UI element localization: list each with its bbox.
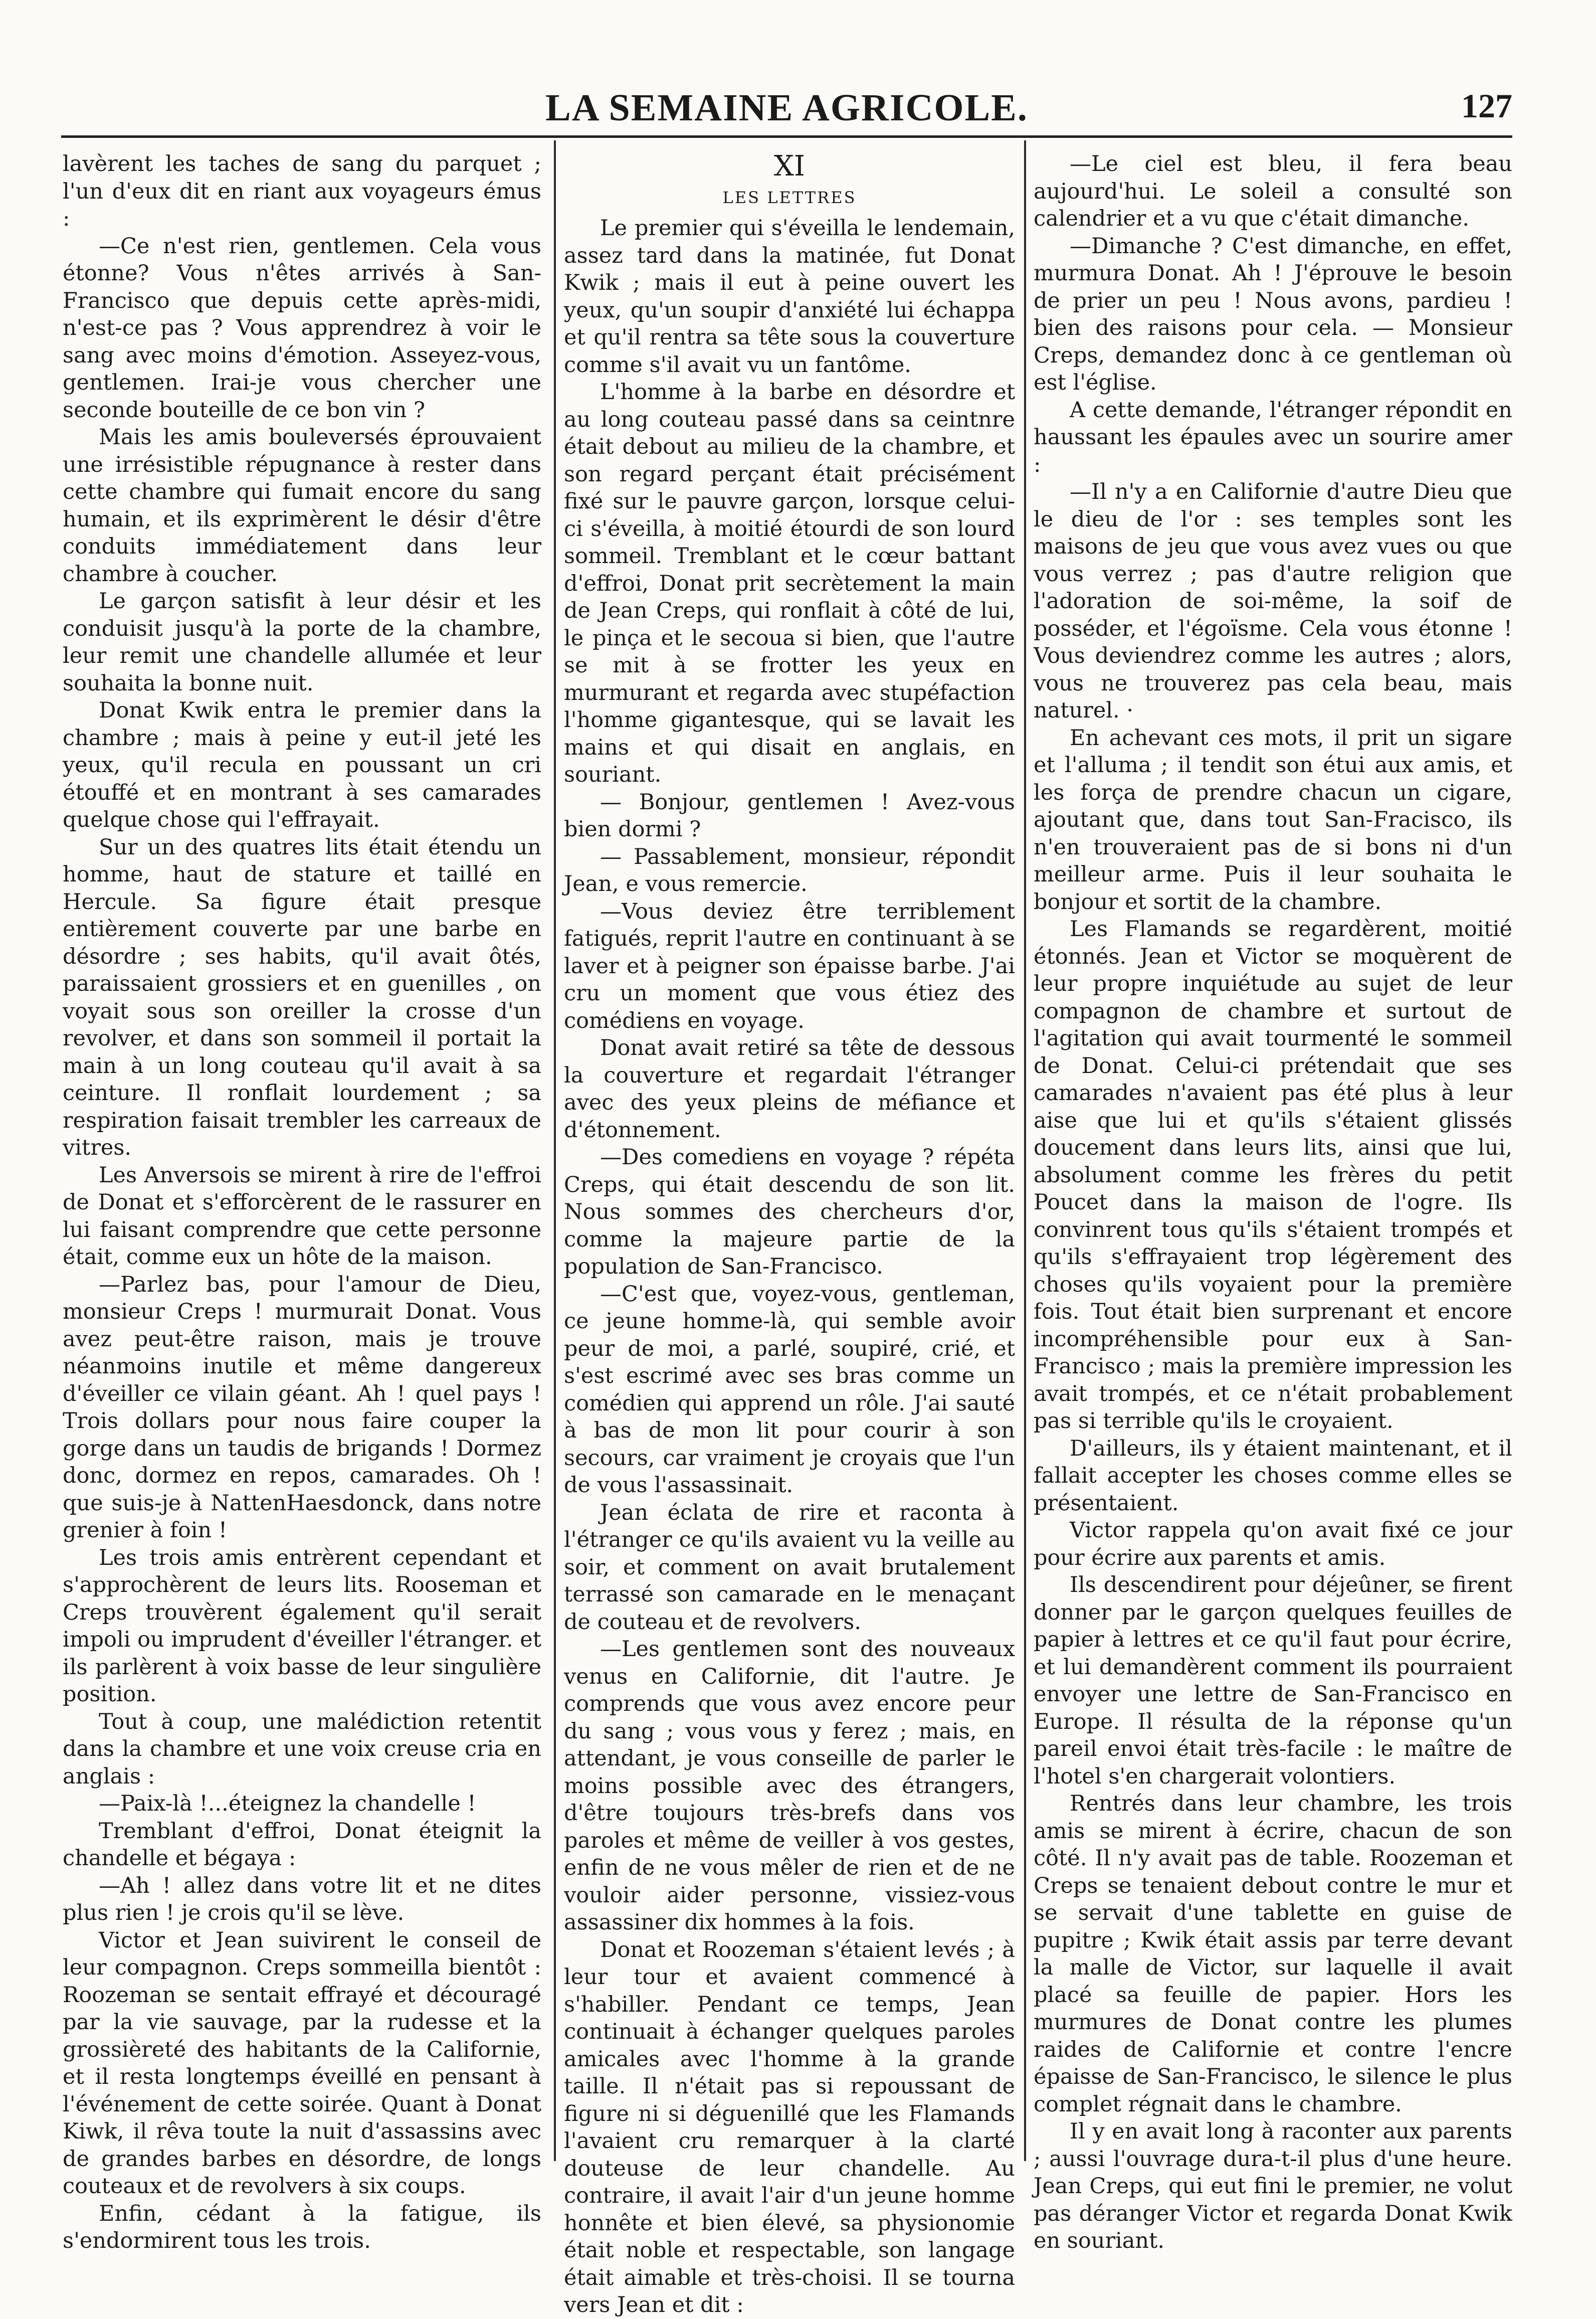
paragraph: lavèrent les taches de sang du parquet ; l'un d'eux dit en riant aux voyageurs émus : <box>63 151 541 231</box>
running-head <box>61 86 1512 131</box>
paragraph: —Dimanche ? C'est dimanche, en effet, murmura Donat. Ah ! J'éprouve le besoin de prier un peu ! Nous avons, pardieu ! bien des raisons pour cela. — Monsieur Creps, demandez donc à ce gentleman où est l'église. <box>1034 233 1512 395</box>
paragraph: —Le ciel est bleu, il fera beau aujourd'hui. Le soleil a consulté son calendrier et a vu que c'était dimanche. <box>1034 151 1512 231</box>
column-divider-right <box>1024 140 1026 2161</box>
paragraph: —C'est que, voyez-vous, gentleman, ce jeune homme-là, qui semble avoir peur de moi, a parlé, soupiré, crié, et s'est escrimé avec ses bras comme un comédien qui apprend un rôle. J'ai sauté à bas de mon lit pour courir à son secours, car vraiment je croyais que l'un de vous l'assassinait. <box>564 1281 1015 1498</box>
paragraph: A cette demande, l'étranger répondit en haussant les épaules avec un sourire amer : <box>1034 397 1512 477</box>
paragraph: Il y en avait long à raconter aux parents ; aussi l'ouvrage dura-t-il plus d'une heure. Jean Creps, qui eut fini le premier, ne volut pas déranger Victor et regarda Donat Kwik en souriant. <box>1034 2119 1512 2253</box>
paragraph: Mais les amis bouleversés éprouvaient une irrésistible répugnance à rester dans cette chambre qui fumait encore du sang humain, et ils exprimèrent le désir d'être conduits immédiatement dans leur chambre à coucher. <box>63 425 541 587</box>
paragraph: Enfin, cédant à la fatigue, ils s'endormirent tous les trois. <box>63 2201 541 2253</box>
column-1 <box>63 150 541 2253</box>
paragraph: Victor et Jean suivirent le conseil de leur compagnon. Creps sommeilla bientôt : Roozeman se sentait effrayé et découragé par la vie sauvage, par la rudesse et la grossièreté des habitants de la Californie, et il resta longtemps éveillé en pensant à l'événement de cette soirée. Quant à Donat Kiwk, il rêva toute la nuit d'assassins avec de grandes barbes en désordre, de longs couteaux et de revolvers à six coups. <box>63 1927 541 2199</box>
paragraph: — Bonjour, gentlemen ! Avez-vous bien dormi ? <box>564 789 1015 842</box>
column-2 <box>564 150 1015 2317</box>
paragraph: Victor rappela qu'on avait fixé ce jour pour écrire aux parents et amis. <box>1034 1518 1512 1570</box>
section-title: LES LETTRES <box>722 188 857 207</box>
paragraph: Donat avait retiré sa tête de dessous la couverture et regardait l'étranger avec des yeux pleins de méfiance et d'étonnement. <box>564 1035 1015 1143</box>
page-number: 127 <box>1461 87 1512 125</box>
header-rule <box>61 135 1512 138</box>
paragraph: Donat Kwik entra le premier dans la chambre ; mais à peine y eut-il jeté les yeux, qu'il recula en poussant un cri étouffé et en montrant à ses camarades quelque chose qui l'effrayait. <box>63 698 541 832</box>
paragraph: Rentrés dans leur chambre, les trois amis se mirent à écrire, chacun de son côté. Il n'y avait pas de table. Roozeman et Creps se tenaient debout contre le mur et se servait d'une tablette en guise de pupitre ; Kwik était assis par terre devant la malle de Victor, sur laquelle il avait placé sa feuille de papier. Hors les murmures de Donat contre les plumes raides de Californie et contre l'encre épaisse de San-Francisco, le silence le plus complet régnait dans le chambre. <box>1034 1791 1512 2117</box>
paragraph: —Vous deviez être terriblement fatigués, reprit l'autre en continuant à se laver et à peigner son épaisse barbe. J'ai cru un moment que vous étiez des comédiens en voyage. <box>564 899 1015 1033</box>
paragraph: Sur un des quatres lits était étendu un homme, haut de stature et taillé en Hercule. Sa figure était presque entièrement couverte par une barbe en désordre ; ses habits, qu'il avait ôtés, paraissaient grossiers et en guenilles , on voyait sous son oreiller la crosse d'un revolver, et dans son sommeil il portait la main à un long couteau qu'il avait à sa ceinture. Il ronflait lourdement ; sa respiration faisait trembler les carreaux de vitres. <box>63 834 541 1160</box>
column-3 <box>1034 150 1512 2253</box>
paragraph: Les Flamands se regardèrent, moitié étonnés. Jean et Victor se moquèrent de leur propre inquiétude au sujet de leur compagnon de chambre et surtout de l'agitation qui avait tourmenté le sommeil de Donat. Celui-ci prétendait que ses camarades n'avaient pas été plus à leur aise que lui et qu'ils s'étaient glissés doucement dans leurs lits, ainsi que lui, absolument comme les frères du petit Poucet dans la maison de l'ogre. Ils convinrent tous qu'ils s'étaient trompés et qu'ils s'effrayaient trop légèrement des choses qu'ils voyaient pour la première fois. Tout était bien surprenant et encore incompréhensible pour eux à San-Francisco ; mais la première impression les avait trompés, et ce n'était probablement pas si terrible qu'ils le croyaient. <box>1034 917 1512 1434</box>
paragraph: —Ce n'est rien, gentlemen. Cela vous étonne? Vous n'êtes arrivés à San-Francisco que depuis cette après-midi, n'est-ce pas ? Vous apprendrez à voir le sang avec moins d'émotion. Asseyez-vous, gentlemen. Irai-je vous chercher une seconde bouteille de ce bon vin ? <box>63 233 541 423</box>
paragraph: Tremblant d'effroi, Donat éteignit la chandelle et bégaya : <box>63 1818 541 1871</box>
paragraph: L'homme à la barbe en désordre et au long couteau passé dans sa ceintnre était debout au milieu de la chambre, et son regard perçant était précisément fixé sur le pauvre garçon, lorsque celui-ci s'éveilla, à moitié étourdi de son lourd sommeil. Tremblant et le cœur battant d'effroi, Donat prit secrètement la main de Jean Creps, qui ronflait à côté de lui, le pinça et le secoua si bien, que l'autre se mit à se frotter les yeux en murmurant et regarda avec stupéfaction l'homme gigantesque, qui se lavait les mains et qui disait en anglais, en souriant. <box>564 380 1015 787</box>
paragraph: Tout à coup, une malédiction retentit dans la chambre et une voix creuse cria en anglais : <box>63 1709 541 1789</box>
paragraph: —Des comediens en voyage ? répéta Creps, qui était descendu de son lit. Nous sommes des chercheurs d'or, comme la majeure partie de la population de San-Francisco. <box>564 1145 1015 1279</box>
paragraph: Le garçon satisfit à leur désir et les conduisit jusqu'à la porte de la chambre, leur remit une chandelle allumée et leur souhaita la bonne nuit. <box>63 589 541 696</box>
paragraph: Jean éclata de rire et raconta à l'étranger ce qu'ils avaient vu la veille au soir, et comment on avait brutalement terrassé son camarade en le menaçant de couteau et de revolvers. <box>564 1500 1015 1635</box>
paragraph: Ils descendirent pour déjeûner, se firent donner par le garçon quelques feuilles de papier à lettres et ce qu'il faut pour écrire, et lui demandèrent comment ils pourraient envoyer une lettre de San-Francisco en Europe. Il résulta de la réponse qu'un pareil envoi était très-facile : le maître de l'hotel s'en chargerait volontiers. <box>1034 1572 1512 1789</box>
paragraph: —Parlez bas, pour l'amour de Dieu, monsieur Creps ! murmurait Donat. Vous avez peut-être raison, mais je trouve néanmoins inutile et même dangereux d'éveiller ce vilain géant. Ah ! quel pays ! Trois dollars pour nous faire couper la gorge dans un taudis de brigands ! Dormez donc, dormez en repos, camarades. Oh ! que suis-je à NattenHaesdonck, dans notre grenier à foin ! <box>63 1272 541 1543</box>
paragraph: —Paix-là !...éteignez la chandelle ! <box>99 1791 476 1816</box>
paragraph: —Les gentlemen sont des nouveaux venus en Californie, dit l'autre. Je comprends que vous avez encore peur du sang ; vous vous y ferez ; mais, en attendant, je vous conseille de parler le moins possible avec des étrangers, d'être toujours très-brefs dans vos paroles et même de veiller à vos gestes, enfin de ne vous mêler de rien et de ne vouloir aider personne, vissiez-vous assassiner dix hommes à la fois. <box>564 1637 1015 1935</box>
section-number: XI <box>774 150 805 183</box>
paragraph: —Il n'y a en Californie d'autre Dieu que le dieu de l'or : ses temples sont les maisons de jeu que vous avez vues ou que vous verrez ; pas d'autre religion que l'adoration de soi-même, la soif de posséder, et l'égoïsme. Cela vous étonne ! Vous deviendrez comme les autres ; alors, vous ne trouverez pas cela beau, mais naturel. · <box>1034 479 1512 723</box>
column-divider-left <box>554 140 556 2161</box>
paragraph: D'ailleurs, ils y étaient maintenant, et il fallait accepter les choses comme elles se présentaient. <box>1034 1436 1512 1516</box>
paragraph: Donat et Roozeman s'étaient levés ; à leur tour et avaient commencé à s'habiller. Pendant ce temps, Jean continuait à échanger quelques paroles amicales avec l'homme à la grande taille. Il n'était pas si repoussant de figure ni si déguenillé que les Flamands l'avaient cru remarquer à la clarté douteuse de leur chandelle. Au contraire, il avait l'air d'un jeune homme honnête et bien élevé, sa physionomie était noble et respectable, son langage était aimable et très-choisi. Il se tourna vers Jean et dit : <box>564 1937 1015 2317</box>
paragraph: Le premier qui s'éveilla le lendemain, assez tard dans la matinée, fut Donat Kwik ; mais il eut à peine ouvert les yeux, qu'un soupir d'anxiété lui échappa et qu'il rentra sa tête sous la couverture comme s'il avait vu un fantôme. <box>564 216 1015 378</box>
paragraph: Les trois amis entrèrent cependant et s'approchèrent de leurs lits. Rooseman et Creps trouvèrent également qu'il serait impoli ou imprudent d'éveiller l'étranger. et ils parlèrent à voix basse de leur singulière position. <box>63 1545 541 1707</box>
publication-title: LA SEMAINE AGRICOLE. <box>545 87 1028 129</box>
paragraph: —Ah ! allez dans votre lit et ne dites plus rien ! je crois qu'il se lève. <box>63 1873 541 1925</box>
paragraph: Les Anversois se mirent à rire de l'effroi de Donat et s'efforcèrent de le rassurer en lui faisant comprendre que cette personne était, comme eux un hôte de la maison. <box>63 1162 541 1270</box>
paragraph: — Passablement, monsieur, répondit Jean, e vous remercie. <box>564 844 1015 897</box>
paragraph: En achevant ces mots, il prit un sigare et l'alluma ; il tendit son étui aux amis, et les força de prendre chacun un cigare, ajoutant que, dans tout San-Fracisco, ils n'en trouveraient pas de si bons ni d'un meilleur arme. Puis il leur souhaita le bonjour et sortit de la chambre. <box>1034 725 1512 915</box>
